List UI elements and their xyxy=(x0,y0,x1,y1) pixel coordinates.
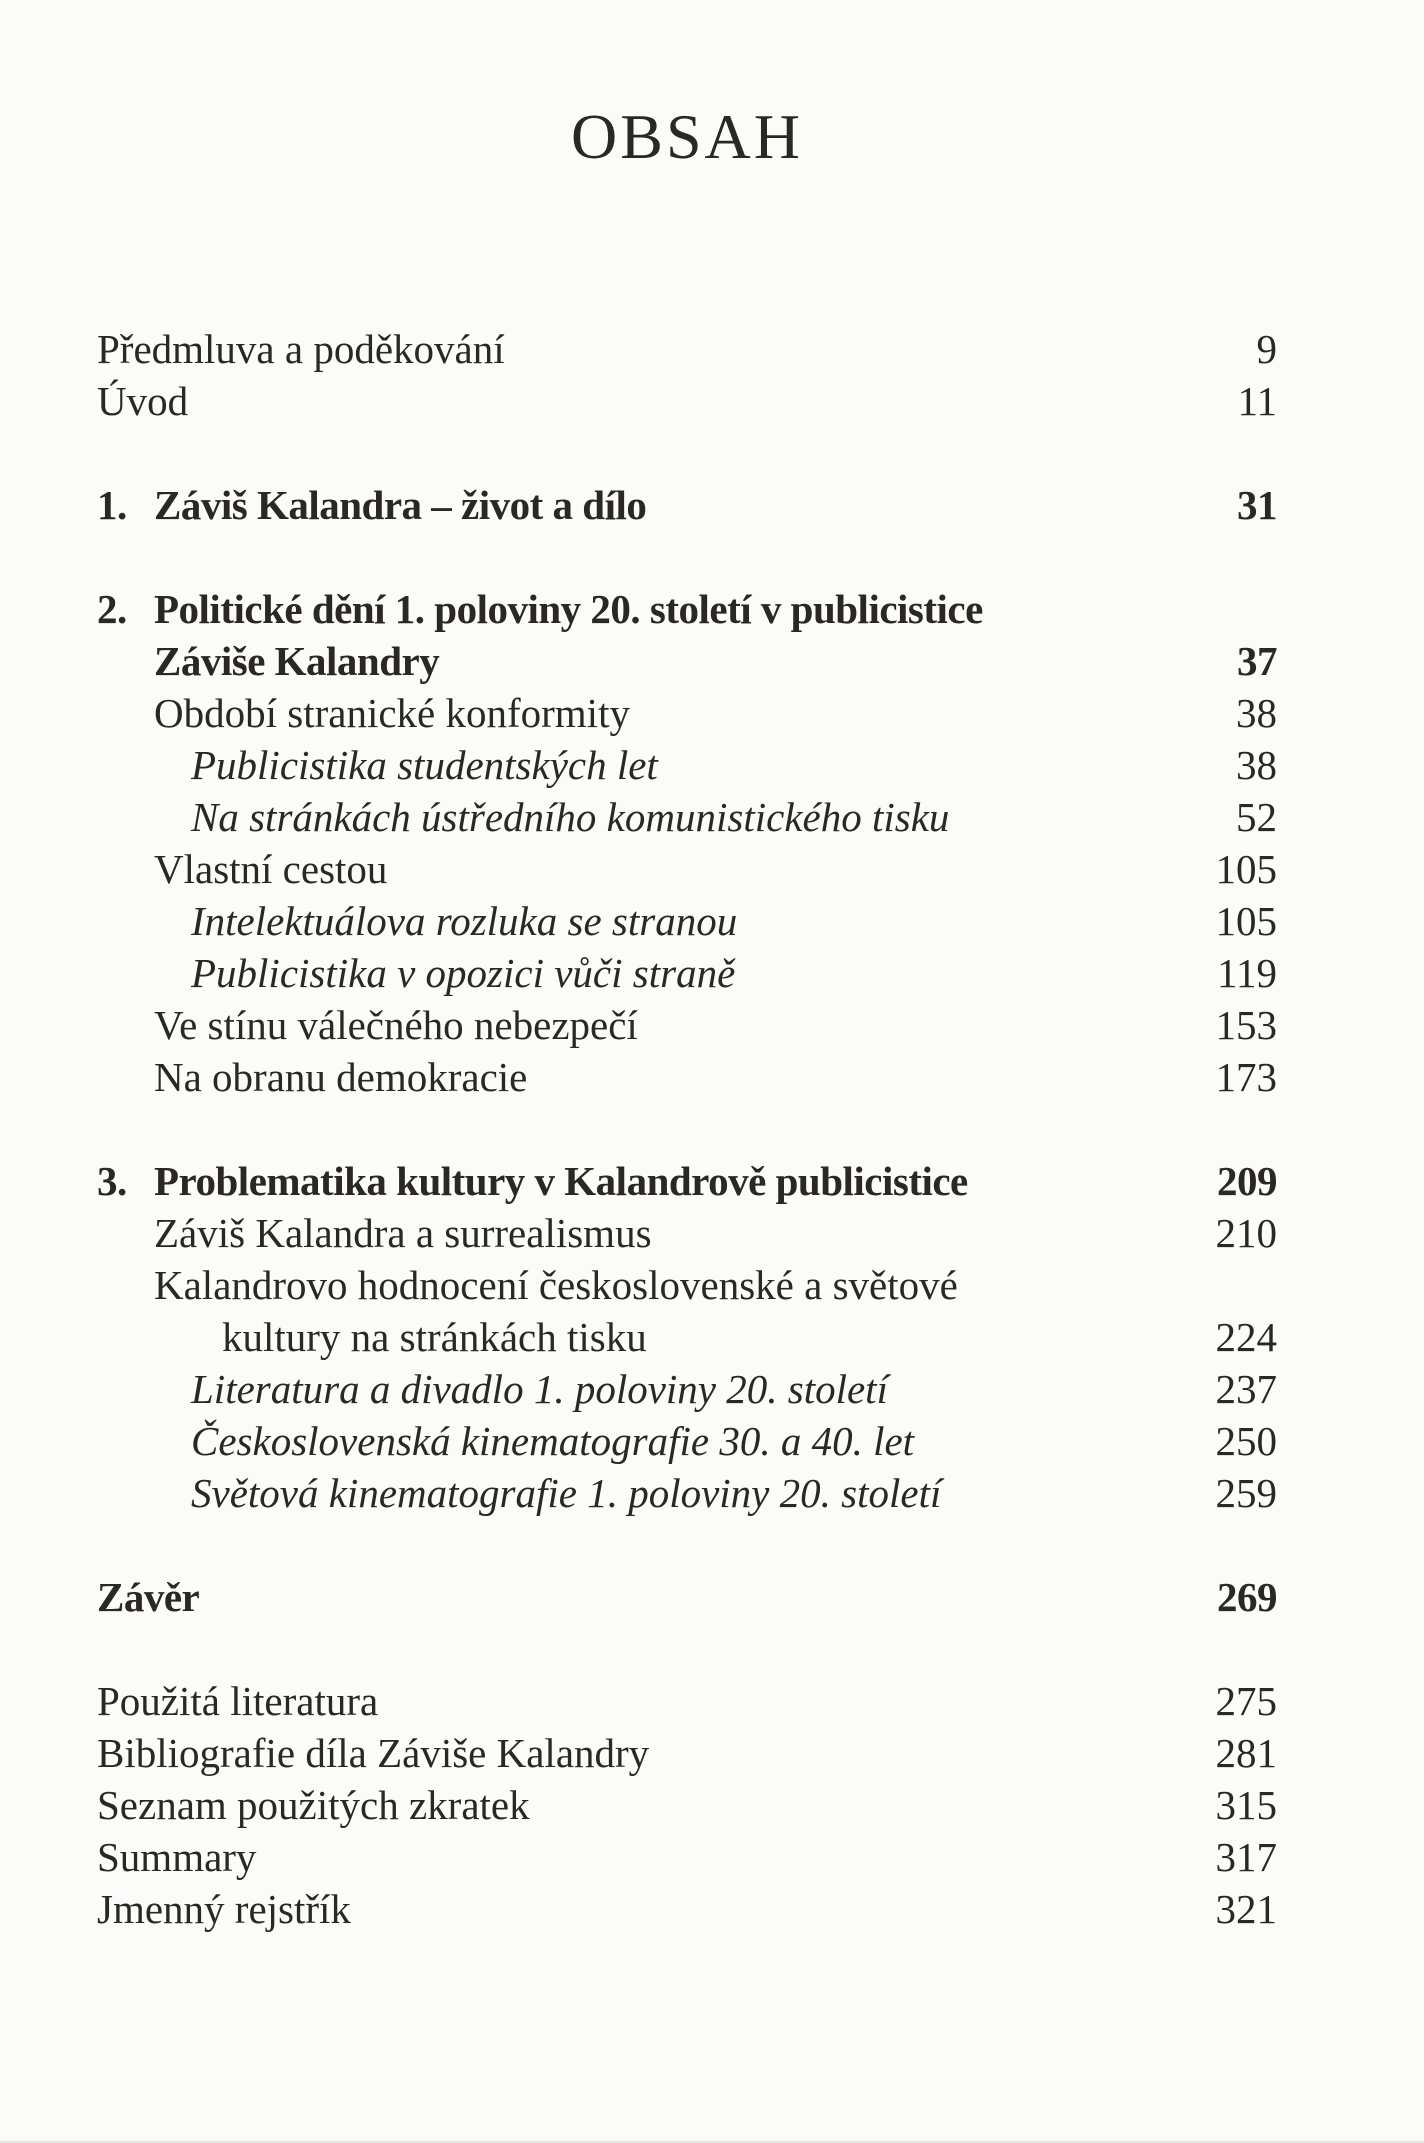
toc-row xyxy=(97,635,1277,687)
toc-row xyxy=(97,999,1277,1051)
toc-row xyxy=(97,791,1277,843)
toc-entry-label: Literatura a divadlo 1. poloviny 20. století xyxy=(191,1366,888,1412)
toc-entry-label: Publicistika v opozici vůči straně xyxy=(191,950,736,996)
toc-row xyxy=(97,479,1277,531)
toc-entry-label: Vlastní cestou xyxy=(154,846,388,892)
toc-row xyxy=(97,1051,1277,1103)
toc-row xyxy=(97,1571,1277,1623)
page-number: 281 xyxy=(1215,1730,1277,1776)
toc-entry-label: Předmluva a poděkování xyxy=(97,326,505,372)
toc-entry-label: Záviš Kalandra a surrealismus xyxy=(154,1210,652,1256)
page-number: 250 xyxy=(1215,1418,1277,1464)
toc-row xyxy=(97,1207,1277,1259)
toc-row xyxy=(97,1727,1277,1779)
chapter-number: 3. xyxy=(97,1158,127,1204)
page-number: 275 xyxy=(1215,1678,1277,1724)
toc-row xyxy=(97,375,1277,427)
toc-entry-label: Použitá literatura xyxy=(97,1678,379,1724)
chapter-number: 1. xyxy=(97,482,127,528)
toc-entry-label: Období stranické konformity xyxy=(154,690,630,736)
page-number: 210 xyxy=(1215,1210,1277,1256)
page-number: 105 xyxy=(1215,898,1277,944)
toc-entry-label: Seznam použitých zkratek xyxy=(97,1782,530,1828)
toc-entry-label: Československá kinematografie 30. a 40. let xyxy=(191,1418,915,1464)
toc-entry-label: Závěr xyxy=(97,1574,200,1620)
toc-row xyxy=(97,323,1277,375)
page-number: 321 xyxy=(1215,1886,1277,1932)
toc-row xyxy=(97,1779,1277,1831)
toc-entry-label: Politické dění 1. poloviny 20. století v publicistice xyxy=(154,586,983,632)
page-number: 153 xyxy=(1215,1002,1277,1048)
page-number: 38 xyxy=(1236,690,1277,736)
toc-entry-label: Kalandrovo hodnocení československé a světové xyxy=(154,1262,958,1308)
toc-entry-label: Jmenný rejstřík xyxy=(97,1886,351,1932)
page-number: 209 xyxy=(1217,1158,1277,1204)
page-number: 269 xyxy=(1217,1574,1277,1620)
page-number: 119 xyxy=(1217,950,1277,996)
page-number: 31 xyxy=(1237,482,1277,528)
toc-entry-label: Intelektuálova rozluka se stranou xyxy=(191,898,738,944)
page-number: 315 xyxy=(1215,1782,1277,1828)
page-number: 11 xyxy=(1237,378,1277,424)
page-number: 317 xyxy=(1215,1834,1277,1880)
toc-row xyxy=(97,1883,1277,1935)
page-title: OBSAH xyxy=(571,101,803,172)
toc-entry-label: Úvod xyxy=(97,378,189,424)
toc-entry-label: Na obranu demokracie xyxy=(154,1054,528,1100)
page-number: 38 xyxy=(1236,742,1277,788)
toc-row xyxy=(97,1831,1277,1883)
page-number: 173 xyxy=(1215,1054,1277,1100)
toc-entry-label: Záviš Kalandra – život a dílo xyxy=(154,482,647,528)
toc-entry-label: Na stránkách ústředního komunistického tisku xyxy=(191,794,950,840)
toc-entry-label: Bibliografie díla Záviše Kalandry xyxy=(97,1730,650,1776)
toc-row xyxy=(97,1467,1277,1519)
toc-row xyxy=(97,1675,1277,1727)
toc-row xyxy=(97,1259,1277,1311)
toc-entry-label: Summary xyxy=(97,1834,257,1880)
toc-entry-label: Ve stínu válečného nebezpečí xyxy=(154,1002,638,1048)
page-number: 9 xyxy=(1256,326,1277,372)
toc-entry-label: Záviše Kalandry xyxy=(154,638,440,684)
toc-entry-label: Světová kinematografie 1. poloviny 20. století xyxy=(191,1470,942,1516)
text-block xyxy=(0,101,1424,1935)
page-number: 237 xyxy=(1215,1366,1277,1412)
toc-row xyxy=(97,687,1277,739)
toc-list xyxy=(97,323,1277,1935)
page-number: 224 xyxy=(1215,1314,1277,1360)
toc-row xyxy=(97,1415,1277,1467)
page-number: 105 xyxy=(1215,846,1277,892)
toc-row xyxy=(97,843,1277,895)
toc-row xyxy=(97,739,1277,791)
toc-entry-label: kultury na stránkách tisku xyxy=(222,1314,647,1360)
toc-row xyxy=(97,1363,1277,1415)
chapter-number: 2. xyxy=(97,586,127,632)
toc-row xyxy=(97,1311,1277,1363)
toc-row xyxy=(97,895,1277,947)
page-number: 52 xyxy=(1236,794,1277,840)
toc-row xyxy=(97,1155,1277,1207)
page-number: 37 xyxy=(1237,638,1277,684)
toc-row xyxy=(97,947,1277,999)
toc-entry-label: Publicistika studentských let xyxy=(191,742,658,788)
page-number: 259 xyxy=(1215,1470,1277,1516)
toc-entry-label: Problematika kultury v Kalandrově publicistice xyxy=(154,1158,968,1204)
toc-row xyxy=(97,583,1277,635)
